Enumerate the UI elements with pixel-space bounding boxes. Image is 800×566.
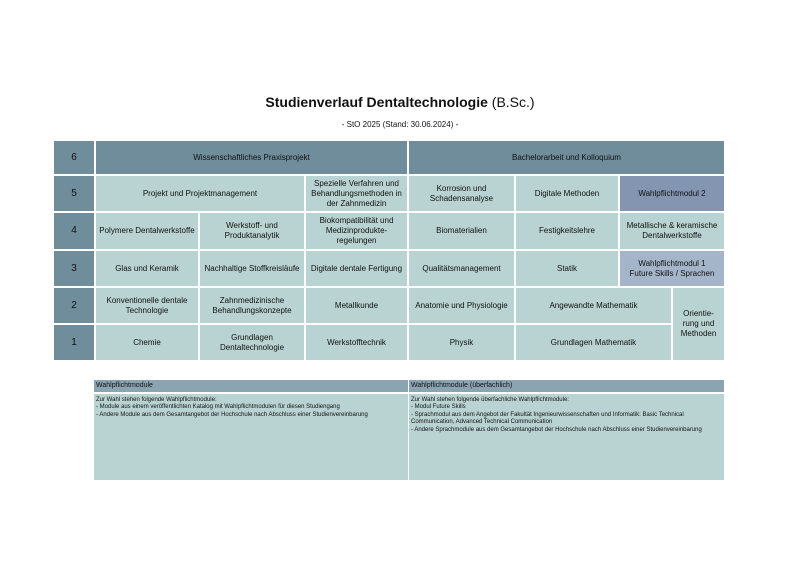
wahlpflicht-1-subtitle: Future Skills / Sprachen: [629, 268, 715, 278]
title-suffix: (B.Sc.): [491, 94, 535, 110]
wahlpflicht-box-body: [93, 393, 409, 481]
module-digitale-methoden: Digitale Methoden: [515, 175, 619, 212]
title-bold: Studienverlauf Dentaltechnologie: [265, 94, 488, 110]
module-festigkeitslehre: Festigkeitslehre: [515, 212, 619, 250]
module-glas-keramik: Glas und Keramik: [95, 250, 199, 287]
module-statik: Statik: [515, 250, 619, 287]
module-praxisprojekt: Wissenschaftliches Praxisprojekt: [95, 140, 408, 175]
wahlpflicht-item-2: - Andere Module aus dem Gesamtangebot der Hochschule nach Abschluss einer Studienvereinbarung: [96, 411, 368, 418]
module-anatomie-physiologie: Anatomie und Physiologie: [408, 287, 515, 324]
wahlpflicht-ueberfachlich-item-3: - Andere Sprachmodule aus dem Gesamtangebot der Hochschule nach Abschluss einer Studienvereinbarung: [411, 426, 702, 433]
module-chemie: Chemie: [95, 324, 199, 361]
semester-4-label: 4: [53, 212, 95, 250]
module-orientierung-methoden: Orientie-rung und Methoden: [672, 287, 725, 361]
semester-5-label: 5: [53, 175, 95, 212]
module-qualitaetsmanagement: Qualitätsmanagement: [408, 250, 515, 287]
wahlpflicht-ueberfachlich-intro: Zur Wahl stehen folgende überfachliche Wahlpflichtmodule:: [411, 397, 569, 403]
module-metallische-keramische: Metallische & keramische Dentalwerkstoffe: [619, 212, 725, 250]
module-grundlagen-dentaltechnologie: Grundlagen Dentaltechnologie: [199, 324, 305, 361]
wahlpflicht-box-header: Wahlpflichtmodule: [93, 379, 409, 393]
module-biokompatibilitaet: Biokompatibilität und Medizinprodukte-regelungen: [305, 212, 408, 250]
module-spezielle-verfahren: Spezielle Verfahren und Behandlungsmethoden in der Zahnmedizin: [305, 175, 408, 212]
module-korrosion: Korrosion und Schadensanalyse: [408, 175, 515, 212]
page-title: [0, 94, 800, 111]
module-werkstofftechnik: Werkstofftechnik: [305, 324, 408, 361]
module-biomaterialien: Biomaterialien: [408, 212, 515, 250]
module-projektmanagement: Projekt und Projektmanagement: [95, 175, 305, 212]
module-bachelorarbeit: Bachelorarbeit und Kolloquium: [408, 140, 725, 175]
module-polymere: Polymere Dentalwerkstoffe: [95, 212, 199, 250]
module-behandlungskonzepte: Zahnmedizinische Behandlungskonzepte: [199, 287, 305, 324]
semester-3-label: 3: [53, 250, 95, 287]
module-konventionelle-technologie: Konventionelle dentale Technologie: [95, 287, 199, 324]
semester-2-label: 2: [53, 287, 95, 324]
wahlpflicht-ueberfachlich-box-body: [408, 393, 725, 481]
module-metallkunde: Metallkunde: [305, 287, 408, 324]
module-angewandte-mathematik: Angewandte Mathematik: [515, 287, 672, 324]
wahlpflicht-ueberfachlich-box-header: Wahlpflichtmodule (überfachlich): [408, 379, 725, 393]
semester-1-label: 1: [53, 324, 95, 361]
wahlpflicht-ueberfachlich-item-2: - Sprachmodul aus dem Angebot der Fakultät Ingenieurwissenschaften und Informatik: Basic Technical Communication, Advanced Technical Communication: [411, 411, 684, 426]
module-wahlpflicht-2: Wahlpflichtmodul 2: [619, 175, 725, 212]
wahlpflicht-ueberfachlich-item-1: - Modul Future Skills: [411, 404, 466, 411]
wahlpflicht-item-1: - Module aus einem veröffentlichten Katalog mit Wahlpflichtmodulen für diesen Studiengang: [96, 404, 340, 411]
module-stoffkreislaeufe: Nachhaltige Stoffkreisläufe: [199, 250, 305, 287]
module-physik: Physik: [408, 324, 515, 361]
module-grundlagen-mathematik: Grundlagen Mathematik: [515, 324, 672, 361]
module-werkstoff-analytik: Werkstoff- und Produktanalytik: [199, 212, 305, 250]
page-subtitle: - StO 2025 (Stand: 30.06.2024) -: [341, 120, 459, 129]
wahlpflicht-intro: Zur Wahl stehen folgende Wahlpflichtmodule:: [96, 397, 217, 403]
module-wahlpflicht-1: [619, 250, 725, 287]
semester-6-label: 6: [53, 140, 95, 175]
wahlpflicht-1-title: Wahlpflichtmodul 1: [638, 258, 706, 268]
module-dentale-fertigung: Digitale dentale Fertigung: [305, 250, 408, 287]
